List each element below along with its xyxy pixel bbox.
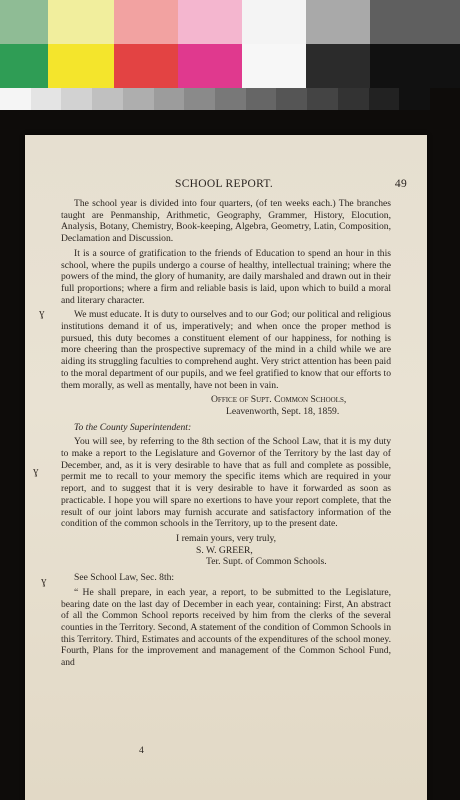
swatch-dark [306,44,370,88]
swatch-magenta-light [178,0,242,44]
grayscale-step [399,88,430,110]
grayscale-step [215,88,246,110]
margin-tick-mark: ɣ [33,465,39,477]
grayscale-step [31,88,62,110]
signer-name: S. W. GREER, [196,544,253,556]
paragraph-educate: We must educate. It is duty to ourselves and to our God; our political and religious institutions demand it of us, imperatively; and when once the proper method is pursued, this duty becomes a constituent element of our happiness, for nothing is more cheering than the prospective supremacy of the mind in a child while we are aiding its struggling faculties to comprehend aught. Very strict attention has been paid to the moral department of our pupils, and we feel gratified to know that our efforts to them morally, as well as mentally, have not been in vain. [61,309,391,391]
addressee: To the County Superintendent: [74,421,192,433]
swatch-white-light [242,0,306,44]
letter-closing [61,533,391,568]
letter-heading [61,394,391,417]
office-place-date: Leavenworth, Sept. 18, 1859. [226,405,340,417]
swatch-gray-dark [370,0,460,44]
grayscale-step [307,88,338,110]
swatch-green-light [0,0,48,44]
margin-tick-mark: ɣ [39,307,45,319]
grayscale-step [92,88,123,110]
grayscale-step [338,88,369,110]
paragraph-school-year: The school year is divided into four quarters, (of ten weeks each.) The branches taught are Penmanship, Arithmetic, Geography, Grammer, History, Elocution, Analysis, Botany, Chemistry, Book-keeping, Algebra, Geometry, Latin, Composition, Declamation and Discussion. [61,198,391,245]
law-quote: “ He shall prepare, in each year, a report, to be submitted to the Legislature, bearing date on the last day of December in each year, containing: First, An abstract of all the Common School reports received by him from the clerks of the several counties in the Territory. Second, A statement of the condition of Common Schools in this Territory. Third, Estimates and accounts of the expenditures of the school money. Fourth, Plans for the improvement and management of the Common School Fund, and [61,586,391,669]
document-page [25,135,427,800]
grayscale-step [184,88,215,110]
school-law-reference: See School Law, Sec. 8th: [74,572,175,584]
signer-title: Ter. Supt. of Common Schools. [206,556,327,568]
grayscale-step [61,88,92,110]
grayscale-step [276,88,307,110]
swatch-gray-light [306,0,370,44]
page-body [61,198,391,672]
swatch-red-light [114,0,178,44]
header-title: SCHOOL REPORT. [175,178,274,190]
paragraph-gratification: It is a source of gratification to the friends of Education to spend an hour in this school, where the pupils undergo a course of healthy, intellectual training; where the powers of the mind, the glory of humanity, are daily marshaled and drawn out in their full proportions; where a firm and reliable basis is laid, upon which to build a moral and literary character. [61,247,391,306]
grayscale-step [369,88,400,110]
page-number: 49 [394,178,407,190]
grayscale-bar [0,88,430,110]
grayscale-step [123,88,154,110]
swatch-white [242,44,306,88]
grayscale-step [246,88,277,110]
swatch-black [370,44,460,88]
color-calibration-chart [0,0,460,88]
swatch-magenta [178,44,242,88]
swatch-green [0,44,48,88]
margin-tick-mark: ɣ [41,575,47,587]
grayscale-step [154,88,185,110]
swatch-yellow-light [48,0,114,44]
page-header [25,178,427,194]
office-line: Office of Supt. Common Schools, [211,394,347,406]
swatch-red [114,44,178,88]
letter-body: You will see, by referring to the 8th section of the School Law, that it is my duty to make a report to the Legislature and Governor of the Territory by the last day of December, and, as it is very desirable to have that as full and complete as possible, permit me to recall to your memory the specific items which are required in your report, and to suggest that it is very desirable to have it forwarded as soon as practicable. I hope you will spare no exertions to have your report complete, that the result of our joint labors may furnish accurate and satisfactory information of the condition of the common schools in the Territory, up to the present date. [61,436,391,530]
closing-line: I remain yours, very truly, [176,532,277,544]
grayscale-step [0,88,31,110]
swatch-yellow [48,44,114,88]
signature-mark: 4 [139,745,144,756]
